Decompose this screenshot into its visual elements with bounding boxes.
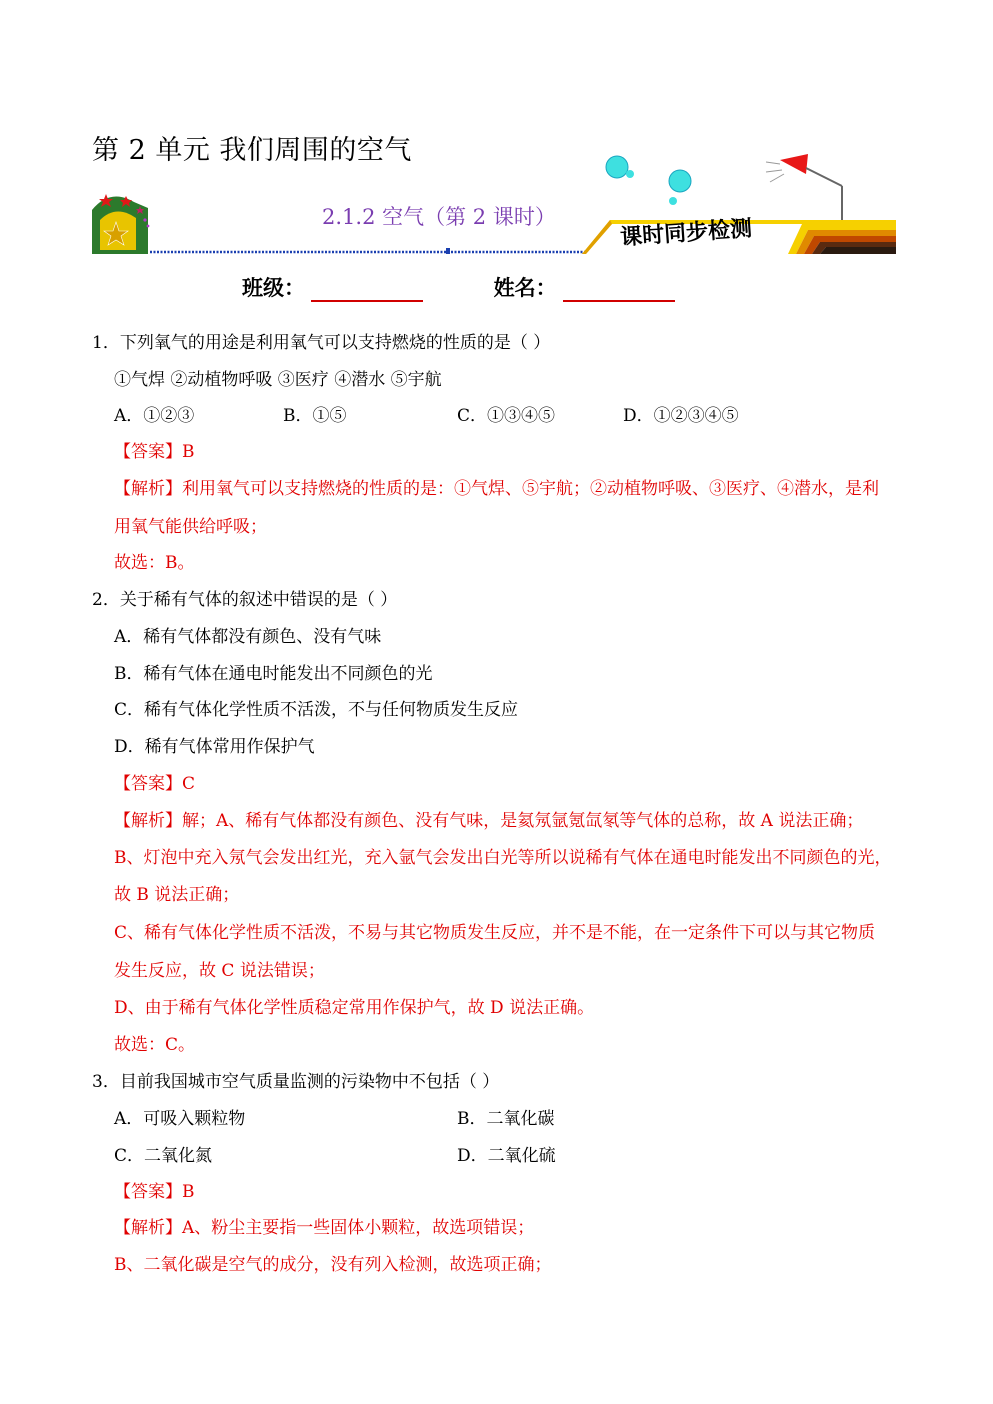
analysis-line: C、稀有气体化学性质不活泼，不易与其它物质发生反应，并不是不能，在一定条件下可以与其它物质 [114, 923, 876, 943]
option-b: B．稀有气体在通电时能发出不同颜色的光 [114, 664, 433, 684]
analysis-line: 用氧气能供给呼吸； [114, 517, 267, 537]
analysis-line: 故选：C。 [114, 1035, 196, 1055]
option-c: C．①③④⑤ [457, 406, 556, 426]
analysis-line: B、灯泡中充入氖气会发出红光，充入氩气会发出白光等所以说稀有气体在通电时能发出不同颜色的光， [114, 848, 892, 868]
analysis-line: 【解析】A、粉尘主要指一些固体小颗粒，故选项错误； [114, 1218, 535, 1238]
option-c: C．稀有气体化学性质不活泼，不与任何物质发生反应 [114, 700, 519, 720]
bubble-icon [669, 170, 691, 192]
question-items: ①气焊 ②动植物呼吸 ③医疗 ④潜水 ⑤宇航 [114, 370, 442, 390]
option-b: B．①⑤ [283, 406, 347, 426]
bubble-icon [626, 170, 634, 178]
option-a: A．稀有气体都没有颜色、没有气味 [114, 627, 382, 647]
option-d: D．稀有气体常用作保护气 [114, 737, 315, 757]
analysis-line: 故 B 说法正确； [114, 885, 240, 905]
option-d: D．二氧化硫 [457, 1146, 556, 1166]
student-info [242, 272, 675, 302]
option-a: A．①②③ [114, 406, 195, 426]
bubble-icon [669, 197, 677, 205]
option-b: B．二氧化碳 [457, 1109, 555, 1129]
option-a: A．可吸入颗粒物 [114, 1109, 246, 1129]
analysis-line: 【解析】解；A、稀有气体都没有颜色、没有气味，是氦氖氩氪氙氡等气体的总称，故 A 说法正确； [114, 811, 864, 831]
analysis-line: D、由于稀有气体化学性质稳定常用作保护气，故 D 说法正确。 [114, 998, 595, 1018]
analysis-line: 【解析】利用氧气可以支持燃烧的性质的是：①气焊、⑤宇航；②动植物呼吸、③医疗、④潜水，是利 [114, 479, 879, 499]
answer: 【答案】C [114, 774, 196, 794]
analysis-line: 发生反应，故 C 说法错误； [114, 961, 325, 981]
analysis-line: 故选：B。 [114, 553, 195, 573]
lesson-title: 2.1.2 空气（第 2 课时） [322, 205, 556, 229]
question-stem: 3．目前我国城市空气质量监测的污染物中不包括（ ） [92, 1072, 500, 1092]
lamp-icon [766, 154, 842, 222]
name-blank[interactable] [563, 278, 675, 302]
question-stem: 1．下列氧气的用途是利用氧气可以支持燃烧的性质的是（ ） [92, 333, 551, 353]
name-label: 姓名： [493, 275, 557, 300]
question-stem: 2．关于稀有气体的叙述中错误的是（ ） [92, 590, 398, 610]
answer: 【答案】B [114, 442, 195, 462]
option-d: D．①②③④⑤ [623, 406, 739, 426]
option-c: C．二氧化氮 [114, 1146, 213, 1166]
analysis-line: B、二氧化碳是空气的成分，没有列入检测，故选项正确； [114, 1255, 552, 1275]
bubble-icon [606, 156, 628, 178]
unit-title: 第 2 单元 我们周围的空气 [92, 135, 412, 166]
badge-label: 课时同步检测 [619, 216, 753, 251]
class-label: 班级： [242, 275, 305, 300]
class-blank[interactable] [311, 278, 423, 302]
answer: 【答案】B [114, 1182, 195, 1202]
emblem-icon [92, 194, 149, 254]
